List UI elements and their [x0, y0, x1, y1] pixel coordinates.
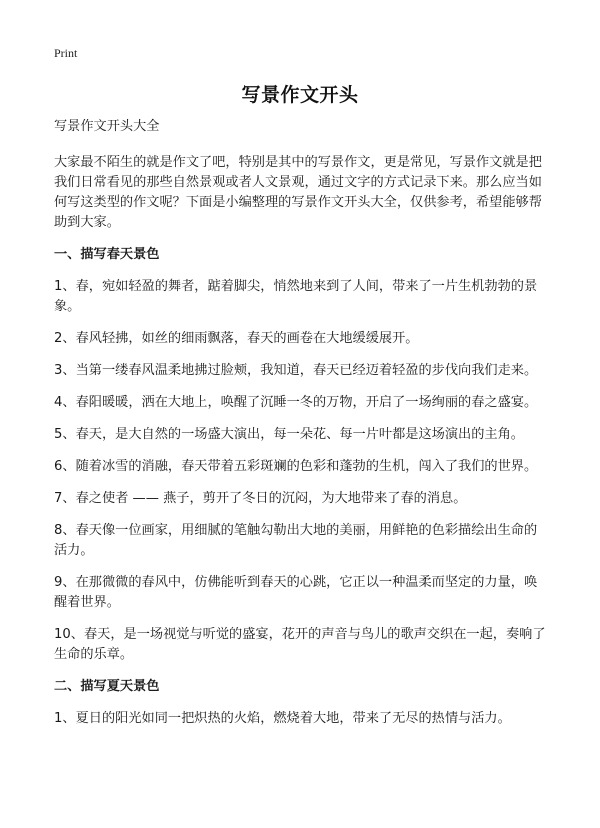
list-item: 8、春天像一位画家，用细腻的笔触勾勒出大地的美丽，用鲜艳的色彩描绘出生命的活力。	[54, 523, 538, 558]
list-item: 1、春，宛如轻盈的舞者，踮着脚尖，悄然地来到了人间，带来了一片生机勃勃的景象。	[54, 279, 538, 314]
list-item: 5、春天，是大自然的一场盛大演出，每一朵花、每一片叶都是这场演出的主角。	[54, 427, 524, 442]
list-item: 9、在那微微的春风中，仿佛能听到春天的心跳，它正以一种温柔而坚定的力量，唤醒着世界。	[54, 575, 538, 610]
section-heading-summer: 二、描写夏天景色	[54, 679, 160, 694]
intro-paragraph: 大家最不陌生的就是作文了吧，特别是其中的写景作文，更是常见，写景作文就是把我们日常看见的那些自然景观或者人文景观，通过文字的方式记录下来。那么应当如何写这类型的作文呢？下面是小编整理的写景作文开头大全，仅供参考，希望能够帮助到大家。	[54, 155, 542, 230]
list-item: 3、当第一缕春风温柔地拂过脸颊，我知道，春天已经迈着轻盈的步伐向我们走来。	[54, 363, 538, 378]
list-item: 4、春阳暖暖，洒在大地上，唤醒了沉睡一冬的万物，开启了一场绚丽的春之盛宴。	[54, 395, 538, 410]
list-item: 2、春风轻拂，如丝的细雨飘落，春天的画卷在大地缓缓展开。	[54, 331, 419, 346]
list-item: 6、随着冰雪的消融，春天带着五彩斑斓的色彩和蓬勃的生机，闯入了我们的世界。	[54, 459, 538, 474]
print-label[interactable]: Print	[54, 46, 78, 60]
list-item: 1、夏日的阳光如同一把炽热的火焰，燃烧着大地，带来了无尽的热情与活力。	[54, 711, 511, 726]
list-item: 7、春之使者 —— 燕子，剪开了冬日的沉闷，为大地带来了春的消息。	[54, 491, 467, 506]
article-body	[54, 117, 550, 741]
section-heading-spring: 一、描写春天景色	[54, 247, 160, 262]
article-subtitle: 写景作文开头大全	[54, 119, 160, 134]
list-item: 10、春天，是一场视觉与听觉的盛宴，花开的声音与鸟儿的歌声交织在一起，奏响了生命的乐章。	[54, 627, 546, 662]
page-title: 写景作文开头	[241, 84, 359, 106]
